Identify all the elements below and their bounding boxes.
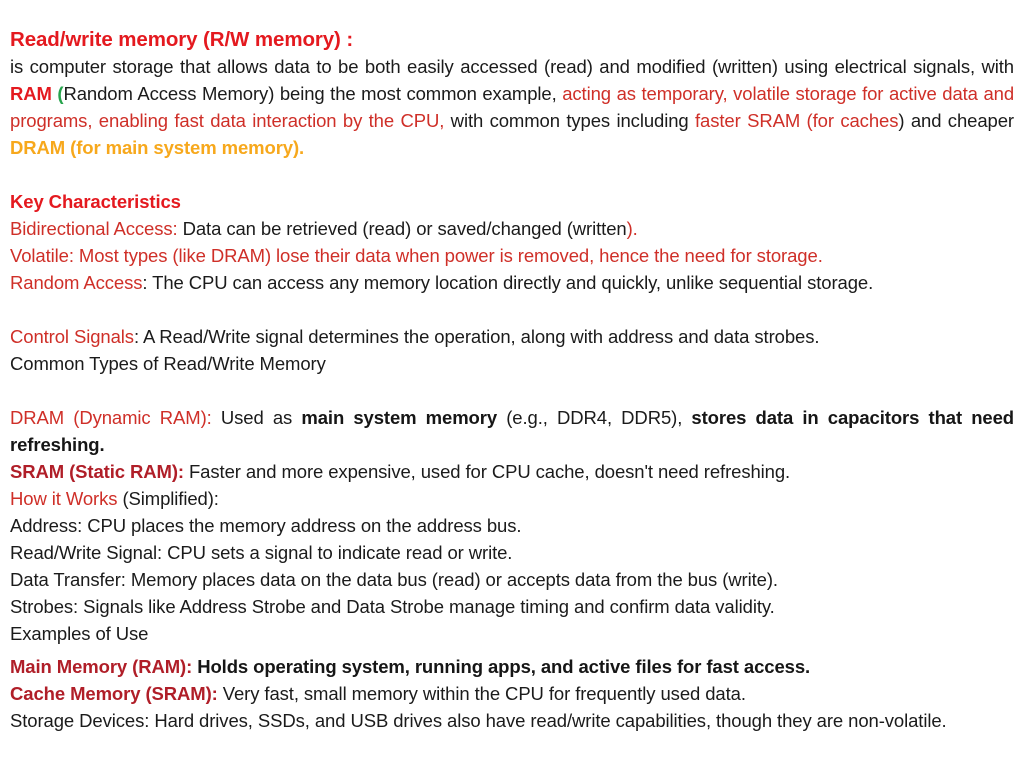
- address-line: [10, 512, 1014, 539]
- sram-line: [10, 458, 1014, 485]
- text-run: acting as temporary, volatile storage for active data and programs, enabling fast data interaction by the CPU,: [10, 83, 1015, 131]
- text-run: Random Access: [10, 272, 143, 293]
- volatile-line: [10, 242, 1014, 269]
- text-run: DRAM (for main system memory).: [10, 137, 305, 158]
- spacer-3: [10, 377, 1014, 404]
- text-run: (Simplified):: [122, 488, 219, 509]
- text-run: RAM: [10, 83, 58, 104]
- how-it-works-line: [10, 485, 1014, 512]
- storage-devices-line: [10, 707, 1014, 734]
- text-run: with common types including: [444, 110, 696, 131]
- key-characteristics-heading: [10, 188, 1014, 215]
- examples-heading: [10, 620, 1014, 647]
- text-run: Holds operating system, running apps, and active files for fast access.: [197, 656, 811, 677]
- spacer-2: [10, 296, 1014, 323]
- text-run: is computer storage that allows data to be both easily accessed (read) and modified (written) using electrical signals, with: [10, 56, 1014, 77]
- rw-signal-line: [10, 539, 1014, 566]
- text-run: Faster and more expensive, used for CPU cache, doesn't need refreshing.: [188, 461, 791, 482]
- text-run: Volatile: Most types (like DRAM) lose their data when power is removed, hence the need for storage.: [10, 245, 823, 266]
- text-run: Address: CPU places the memory address on the address bus.: [10, 515, 522, 536]
- title: [10, 26, 1014, 53]
- text-run: How it Works: [10, 488, 123, 509]
- text-run: Very fast, small memory within the CPU for frequently used data.: [222, 683, 746, 704]
- text-run: DRAM (Dynamic RAM):: [10, 407, 221, 428]
- text-run: Data can be retrieved (read) or saved/changed (written: [182, 218, 627, 239]
- text-run: Cache Memory (SRAM):: [10, 683, 223, 704]
- common-types-line: [10, 350, 1014, 377]
- random-access-line: [10, 269, 1014, 296]
- text-run: (e.g., DDR4, DDR5),: [506, 407, 692, 428]
- dram-line: [10, 404, 1014, 458]
- text-run: Main Memory (RAM):: [10, 656, 198, 677]
- strobes-line: [10, 593, 1014, 620]
- text-run: main system memory: [301, 407, 507, 428]
- data-transfer-line: [10, 566, 1014, 593]
- text-run: Control Signals: [10, 326, 134, 347]
- spacer-1: [10, 161, 1014, 188]
- text-run: Examples of Use: [10, 623, 149, 644]
- cache-memory-line: [10, 680, 1014, 707]
- text-run: : The CPU can access any memory location directly and quickly, unlike sequential storage.: [142, 272, 874, 293]
- text-run: ).: [626, 218, 638, 239]
- text-run: Common Types of Read/Write Memory: [10, 353, 326, 374]
- main-memory-line: [10, 653, 1014, 680]
- text-run: Random Access Memory) being the most common example,: [63, 83, 557, 104]
- text-run: Storage Devices: Hard drives, SSDs, and USB drives also have read/write capabilities, though they are non-volatile.: [10, 710, 947, 731]
- slide-body: [10, 26, 1014, 734]
- text-run: Strobes: Signals like Address Strobe and Data Strobe manage timing and confirm data validity.: [10, 596, 775, 617]
- text-run: Data Transfer: Memory places data on the data bus (read) or accepts data from the bus (write).: [10, 569, 778, 590]
- text-run: : A Read/Write signal determines the operation, along with address and data strobes.: [133, 326, 820, 347]
- text-run: Read/write memory (R/W memory) :: [10, 28, 354, 51]
- text-run: (: [57, 83, 64, 104]
- text-run: faster SRAM (for caches: [695, 110, 899, 131]
- text-run: Used as: [220, 407, 302, 428]
- bidirectional-access-line: [10, 215, 1014, 242]
- intro-paragraph: [10, 53, 1014, 161]
- text-run: ) and cheaper: [898, 110, 1014, 131]
- text-run: Bidirectional Access:: [10, 218, 183, 239]
- text-run: Key Characteristics: [10, 191, 181, 212]
- text-run: SRAM (Static RAM):: [10, 461, 189, 482]
- text-run: stores data in capacitors that need refreshing.: [10, 407, 1014, 455]
- control-signals-line: [10, 323, 1014, 350]
- text-run: Read/Write Signal: CPU sets a signal to indicate read or write.: [10, 542, 513, 563]
